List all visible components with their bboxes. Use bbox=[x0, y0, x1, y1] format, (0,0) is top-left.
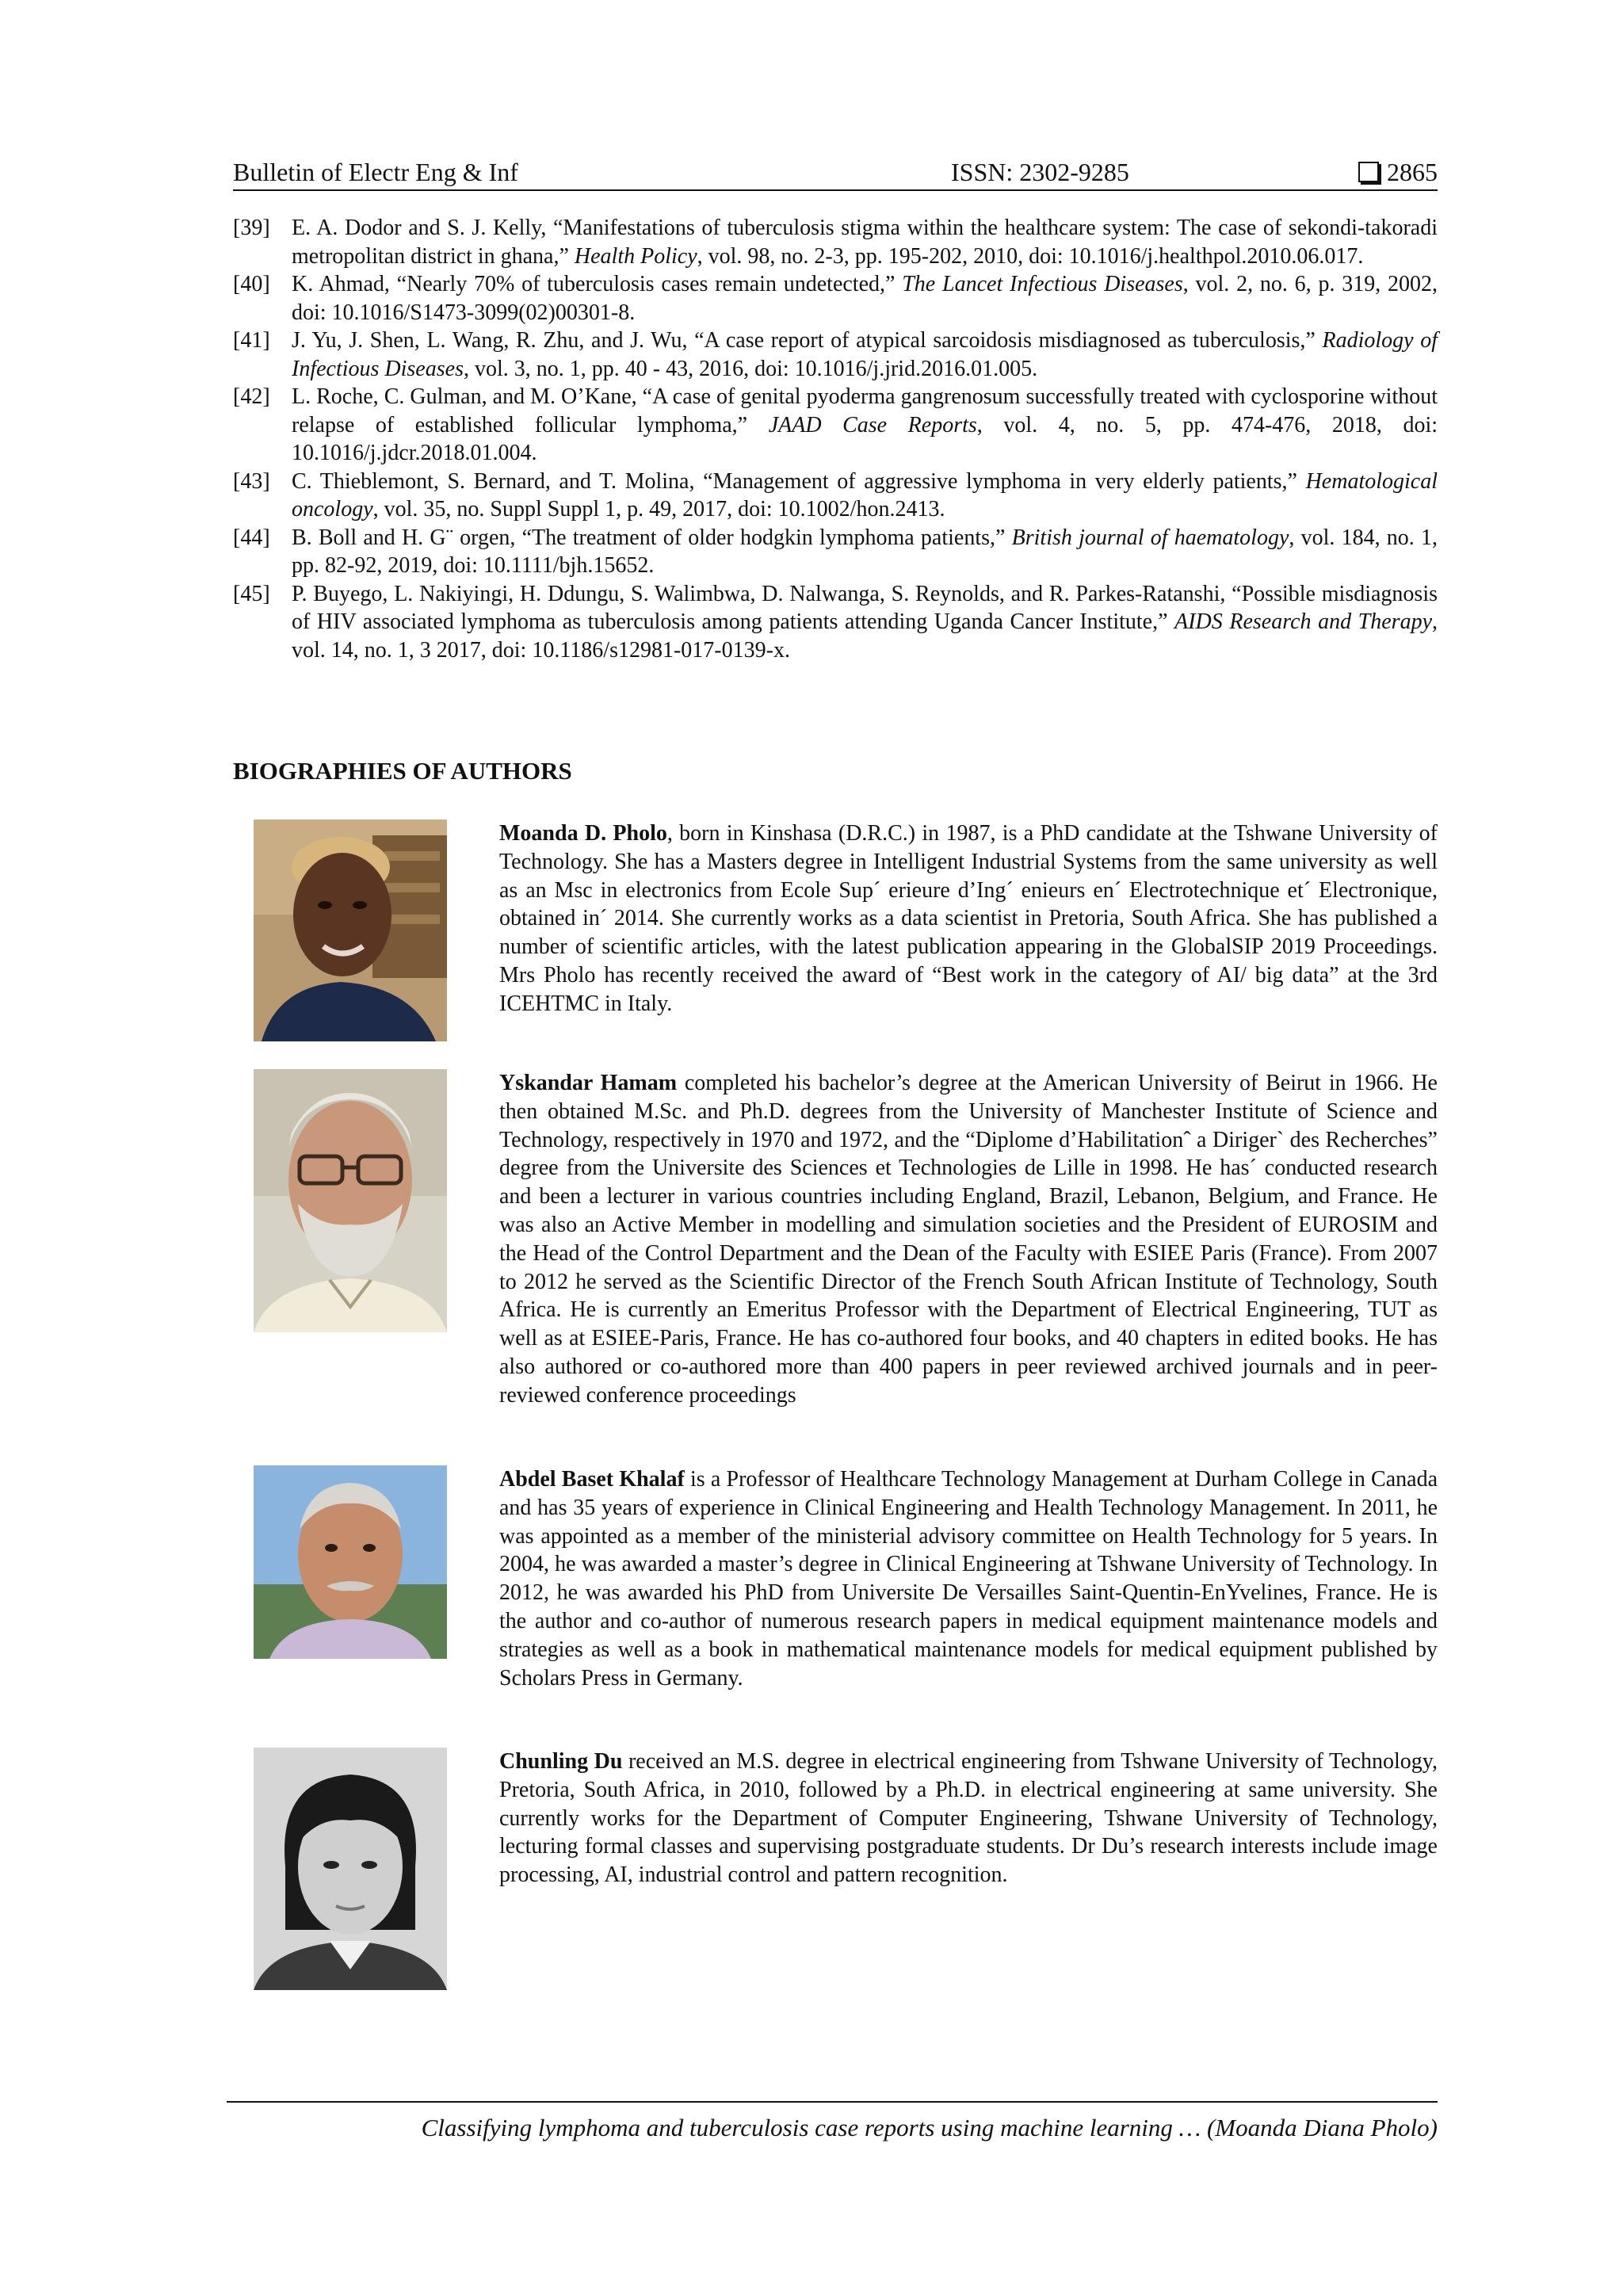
page-number-group bbox=[1358, 155, 1438, 189]
reference-text: C. Thieblemont, S. Bernard, and T. Molina, “Management of aggressive lymphoma in very elderly patients,” Hematological oncology, vol. 35, no. Suppl Suppl 1, p. 49, 2017, doi: 10.1002/hon.2413. bbox=[292, 468, 1438, 521]
reference-venue: AIDS Research and Therapy bbox=[1174, 609, 1432, 634]
reference-item bbox=[233, 580, 1438, 665]
reference-item bbox=[233, 524, 1438, 580]
reference-number: [43] bbox=[233, 468, 270, 494]
portrait-image-icon bbox=[254, 1069, 447, 1332]
reference-item bbox=[233, 383, 1438, 468]
issn: ISSN: 2302-9285 bbox=[951, 158, 1129, 186]
reference-item bbox=[233, 327, 1438, 383]
author-bio-text: Moanda D. Pholo, born in Kinshasa (D.R.C.) in 1987, is a PhD candidate at the Tshwane University of Technology. She has a Masters degree in Intelligent Industrial Systems from the same university as well as an Msc in electronics from Ecole Sup´ erieure d’Ing´ enieurs en´ Electrotechnique et´ Electronique, obtained in´ 2014. She currently works as a data scientist in Pretoria, South Africa. She has published a number of scientific articles, with the latest publication appearing in the GlobalSIP 2019 Proceedings. Mrs Pholo has recently received the award of “Best work in the category of AI/ big data” at the 3rd ICEHTMC in Italy. bbox=[499, 821, 1438, 1016]
reference-number: [44] bbox=[233, 525, 270, 550]
reference-text: K. Ahmad, “Nearly 70% of tuberculosis cases remain undetected,” The Lancet Infectious Diseases, vol. 2, no. 6, p. 319, 2002, doi: 10.1016/S1473-3099(02)00301-8. bbox=[292, 272, 1438, 325]
section-heading: BIOGRAPHIES OF AUTHORS bbox=[233, 757, 572, 785]
author-photo-pholo bbox=[254, 819, 447, 1041]
author-bio bbox=[233, 1069, 1438, 1408]
reference-venue: JAAD Case Reports bbox=[768, 412, 977, 437]
journal-name: Bulletin of Electr Eng & Inf bbox=[233, 158, 518, 186]
reference-list bbox=[233, 214, 1438, 664]
author-name: Yskandar Hamam bbox=[499, 1071, 678, 1095]
author-photo-khalaf bbox=[254, 1465, 447, 1659]
reference-number: [42] bbox=[233, 384, 270, 409]
reference-venue: The Lancet Infectious Diseases bbox=[902, 272, 1183, 296]
author-bio bbox=[233, 1748, 1438, 1990]
reference-text: P. Buyego, L. Nakiyingi, H. Ddungu, S. Walimbwa, D. Nalwanga, S. Reynolds, and R. Parkes-Ratanshi, “Possible misdiagnosis of HIV associated lymphoma as tuberculosis among patients attending Uganda Cancer Institute,” AIDS Research and Therapy, vol. 14, no. 1, 3 2017, doi: 10.1186/s12981-017-0139-x. bbox=[292, 581, 1438, 663]
author-name: Moanda D. Pholo bbox=[499, 821, 667, 846]
author-bio bbox=[233, 1465, 1438, 1690]
portrait-image-icon bbox=[254, 819, 447, 1041]
reference-number: [39] bbox=[233, 216, 270, 240]
author-name: Chunling Du bbox=[499, 1749, 623, 1774]
reference-venue: British journal of haematology bbox=[1011, 525, 1289, 550]
reference-text: J. Yu, J. Shen, L. Wang, R. Zhu, and J. Wu, “A case report of atypical sarcoidosis misdiagnosed as tuberculosis,” Radiology of Infectious Diseases, vol. 3, no. 1, pp. 40 - 43, 2016, doi: 10.1016/j.jrid.2016.01.005. bbox=[292, 328, 1438, 381]
portrait-image-icon bbox=[254, 1465, 447, 1659]
reference-item bbox=[233, 214, 1438, 270]
author-bio bbox=[233, 819, 1438, 1041]
author-bio-text: Abdel Baset Khalaf is a Professor of Healthcare Technology Management at Durham College in Canada and has 35 years of experience in Clinical Engineering and Health Technology Management. In 2011, he was appointed as a member of the ministerial advisory committee on Health Technology for 5 years. In 2004, he was awarded a master’s degree in Clinical Engineering at Tshwane University of Technology. In 2012, he was awarded his PhD from Universite De Versailles Saint-Quentin-EnYvelines, France. He is the author and co-author of numerous research papers in medical equipment maintenance models and strategies as well as a book in mathematical maintenance models for medical equipment published by Scholars Press in Germany. bbox=[499, 1467, 1438, 1690]
reference-text: E. A. Dodor and S. J. Kelly, “Manifestations of tuberculosis stigma within the healthcare system: The case of sekondi-takoradi metropolitan district in ghana,” Health Policy, vol. 98, no. 2-3, pp. 195-202, 2010, doi: 10.1016/j.healthpol.2010.06.017. bbox=[292, 216, 1438, 269]
reference-text: B. Boll and H. G¨ orgen, “The treatment of older hodgkin lymphoma patients,” British journal of haematology, vol. 184, no. 1, pp. 82-92, 2019, doi: 10.1111/bjh.15652. bbox=[292, 525, 1438, 578]
reference-number: [45] bbox=[233, 581, 270, 606]
reference-text: L. Roche, C. Gulman, and M. O’Kane, “A case of genital pyoderma gangrenosum successfully treated with cyclosporine without relapse of established follicular lymphoma,” JAAD Case Reports, vol. 4, no. 5, pp. 474-476, 2018, doi: 10.1016/j.jdcr.2018.01.004. bbox=[292, 384, 1438, 465]
portrait-image-icon bbox=[254, 1748, 447, 1990]
author-bio-text: Yskandar Hamam completed his bachelor’s degree at the American University of Beirut in 1966. He then obtained M.Sc. and Ph.D. degrees from the University of Manchester Institute of Science and Technology, respectively in 1970 and 1972, and the “Diplome d’Habilitationˆ a Diriger` des Recherches” degree from the Universite des Sciences et Technologies de Lille in 1998. He has´ conducted research and been a lecturer in various countries including England, Brazil, Lebanon, Belgium, and France. He was also an Active Member in modelling and simulation societies and the President of EUROSIM and the Head of the Control Department and the Dean of the Faculty with ESIEE Paris (France). From 2007 to 2012 he served as the Scientific Director of the French South African Institute of Technology, South Africa. He is currently an Emeritus Professor with the Department of Electrical Engineering, TUT as well as at ESIEE-Paris, France. He has co-authored four books, and 40 chapters in edited books. He has also authored or co-authored more than 400 papers in peer reviewed archived journals and in peer-reviewed conference proceedings bbox=[499, 1071, 1438, 1408]
reference-venue: Health Policy bbox=[574, 243, 697, 269]
running-header bbox=[233, 155, 1438, 191]
author-photo-du bbox=[254, 1748, 447, 1990]
reference-venue: Hematological oncology bbox=[292, 468, 1438, 521]
reference-number: [40] bbox=[233, 272, 270, 296]
reference-item bbox=[233, 270, 1438, 327]
author-photo-hamam bbox=[254, 1069, 447, 1332]
reference-venue: Radiology of Infectious Diseases bbox=[292, 328, 1438, 381]
reference-number: [41] bbox=[233, 328, 270, 353]
square-bullet-icon bbox=[1358, 162, 1379, 182]
author-name: Abdel Baset Khalaf bbox=[499, 1467, 685, 1492]
running-footer: Classifying lymphoma and tuberculosis case reports using machine learning … (Moanda Diana Pholo) bbox=[227, 2101, 1438, 2145]
author-bio-text: Chunling Du received an M.S. degree in electrical engineering from Tshwane University of Technology, Pretoria, South Africa, in 2010, followed by a Ph.D. in electrical engineering at same university. She currently works for the Department of Computer Engineering, Tshwane University of Technology, lecturing formal classes and supervising postgraduate students. Dr Du’s research interests include image processing, AI, industrial control and pattern recognition. bbox=[499, 1749, 1438, 1888]
reference-item bbox=[233, 468, 1438, 524]
page-number: 2865 bbox=[1387, 158, 1438, 186]
